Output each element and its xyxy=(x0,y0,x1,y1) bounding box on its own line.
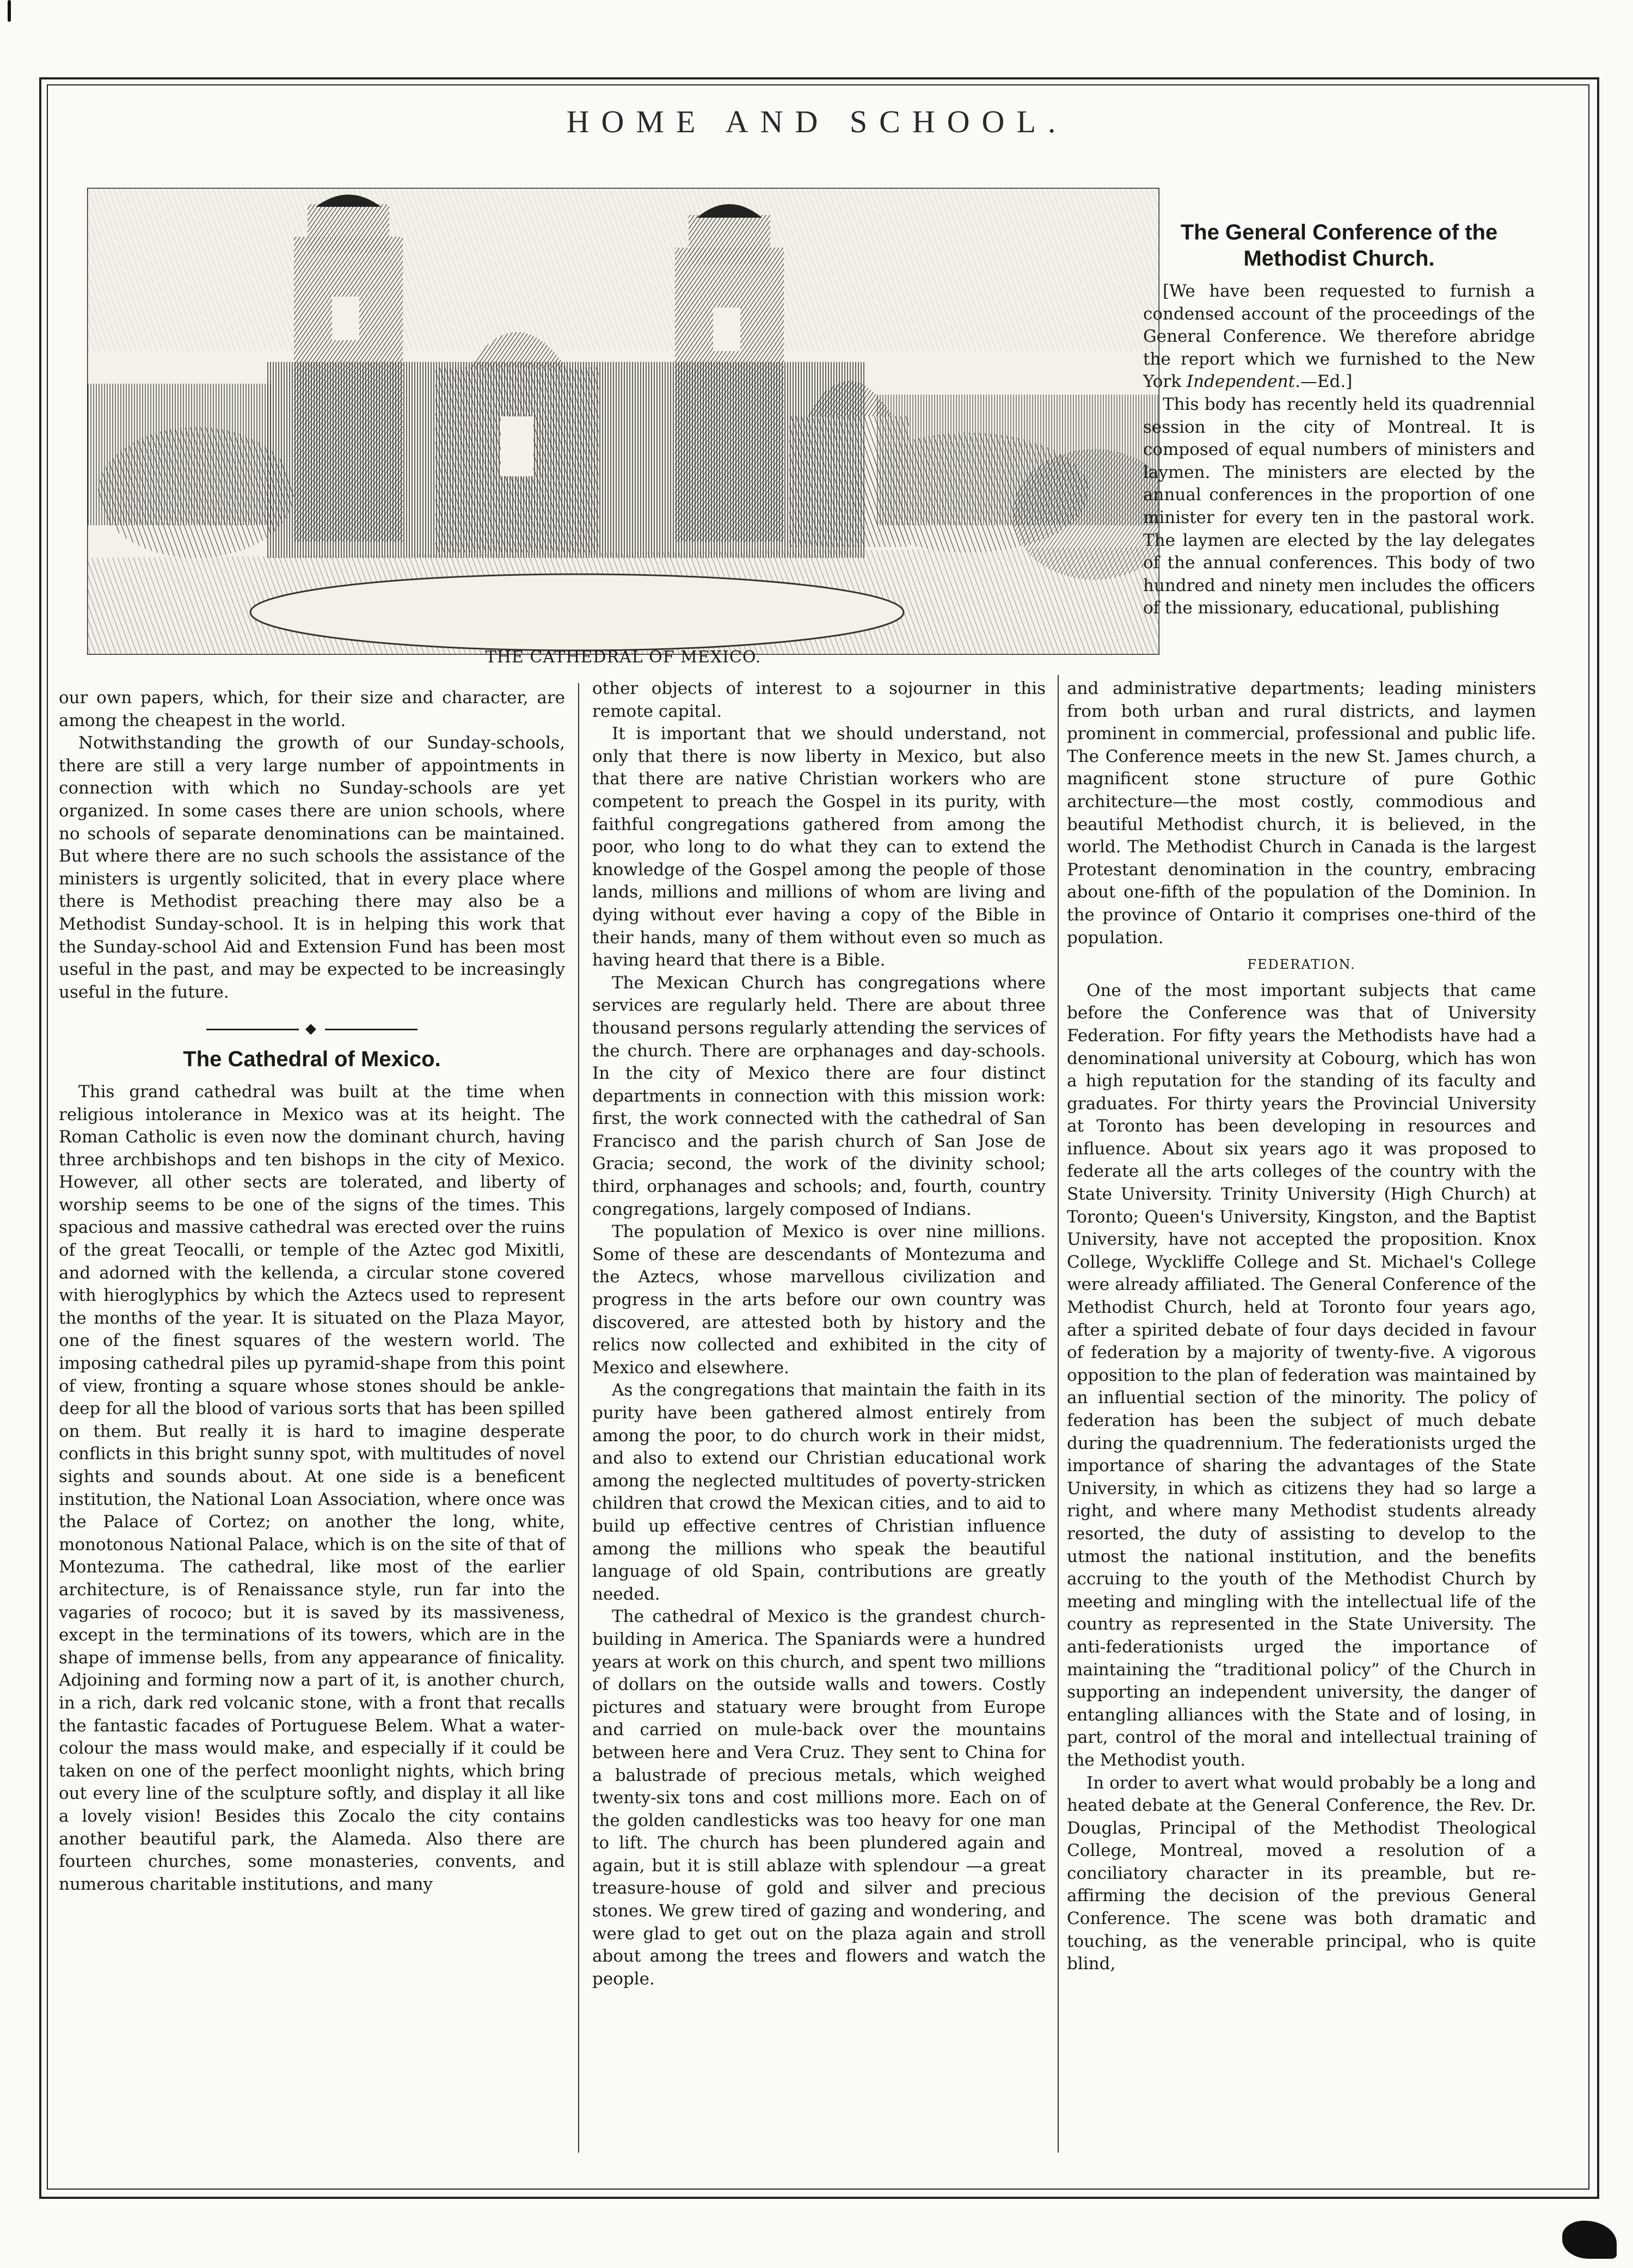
figure-caption: THE CATHEDRAL OF MEXICO. xyxy=(485,648,762,667)
col3-p3: In order to avert what would probably be a long and heated debate at the General Conference, the Rev. Dr. Douglas, Principal of the Methodist Theological College, Montreal, moved a resolution of a conciliatory character in its preamble, but re-affirming the decision of the previous General Conference. The scene was both dramatic and touching, as the venerable principal, who is quite blind, xyxy=(1067,1773,1536,1974)
masthead: HOME AND SCHOOL. xyxy=(566,104,1068,139)
editorial-note: [We have been requested to furnish a condensed account of the proceedings of the General Conference. We therefore abridge the report which we furnished to the New York Independent.—Ed.] xyxy=(1143,281,1535,392)
general-conference-heading: The General Conference of the Methodist Church. xyxy=(1180,220,1498,271)
column-2 xyxy=(592,678,1046,1990)
general-conference-p1-continued: and administrative departments; leading ministers from both urban and rural districts, and laymen prominent in commercial, professional and public life. The Conference meets in the new St. James church, a magnificent stone structure of pure Gothic architecture—the most costly, commodious and beautiful Methodist church, it is believed, in the world. The Methodist Church in Canada is the largest Protestant denomination in the country, embracing about one-fifth of the population of the Dominion. In the province of Ontario it comprises one-third of the population. xyxy=(1067,679,1536,948)
column-rule-2 xyxy=(1058,675,1059,2153)
col2-p5: As the congregations that maintain the faith in its purity have been gathered almost entirely from among the poor, to do church work in their midst, and also to extend our Christian educational work among the neglected multitudes of poverty-stricken children that crowd the Mexican cities, and to aid to build up effective centres of Christian influence among the millions who speak the beautiful language of old Spain, contributions are greatly needed. xyxy=(592,1380,1046,1604)
column-rule-1 xyxy=(578,683,579,2153)
col2-p4: The population of Mexico is over nine millions. Some of these are descendants of Montezuma and the Aztecs, whose marvellous civilization and progress in the arts before our own country was discovered, are attested both by history and the relics now collected and exhibited in the city of Mexico and elsewhere. xyxy=(592,1222,1046,1378)
column-3 xyxy=(1067,678,1536,1976)
print-speck-corner xyxy=(1562,2221,1617,2259)
column-1 xyxy=(59,687,565,1896)
col2-p1: other objects of interest to a sojourner in this remote capital. xyxy=(592,679,1046,721)
col1-p2: Notwithstanding the growth of our Sunday-schools, there are still a very large number of appointments in connection with which no Sunday-schools are yet organized. In some cases there are union schools, where no schools of separate denominations can be maintained. But where there are no such schools the assistance of the ministers is urgently solicited, that in every place where there is Methodist preaching there may also be a Methodist Sunday-school. It is in helping this work that the Sunday-school Aid and Extension Fund has been most useful in the past, and may be expected to be increasingly useful in the future. xyxy=(59,733,565,1002)
cathedral-illustration xyxy=(87,188,1159,655)
col2-p2: It is important that we should understand, not only that there is now liberty in Mexico, but also that there are native Christian workers who are competent to preach the Gospel in its purity, with faithful congregations gathered from among the poor, who long to do what they can to extend the knowledge of the Gospel among the people of those lands, millions and millions of whom are living and dying without ever having a copy of the Bible in their hands, many of them without even so much as having heard that there is a Bible. xyxy=(592,724,1046,970)
general-conference-p1: This body has recently held its quadrennial session in the city of Montreal. It is composed of equal numbers of ministers and laymen. The ministers are elected by the annual conferences in the proportion of one minister for every ten in the pastoral work. The laymen are elected by the lay delegates of the annual conferences. This body of two hundred and ninety men includes the officers of the missionary, educational, publishing xyxy=(1143,394,1535,618)
col1-p1: our own papers, which, for their size and character, are among the cheapest in the world. xyxy=(59,688,565,730)
print-speck xyxy=(8,0,11,22)
article-general-conference-top xyxy=(1143,214,1535,620)
col1-p3: This grand cathedral was built at the time when religious intolerance in Mexico was at its height. The Roman Catholic is even now the dominant church, having three archbishops and ten bishops in the city of Mexico. However, all other sects are tolerated, and liberty of worship seems to be one of the signs of the times. This spacious and massive cathedral was erected over the ruins of the great Teocalli, or temple of the Aztec god Mixitli, and adorned with the kellenda, a circular stone covered with hieroglyphics by which the Aztecs used to represent the months of the year. It is situated on the Plaza Mayor, one of the finest squares of the western world. The imposing cathedral piles up pyramid-shape from this point of view, fronting a square whose stones should be ankle-deep for all the blood of various sorts that has been spilled on them. But really it is hard to imagine desperate conflicts in this bright sunny spot, with multitudes of novel sights and sounds about. At one side is a beneficent institution, the National Loan Association, where once was the Palace of Cortez; on another the long, white, monotonous National Palace, which is on the site of that of Montezuma. The cathedral, like most of the earlier architecture, is of Renaissance style, run far into the vagaries of rococo; but it is saved by its massiveness, except in the terminations of its towers, which are in the shape of immense bells, from any appearance of finicality. Adjoining and forming now a part of it, is another church, in a rich, dark red volcanic stone, with a front that recalls the fantastic facades of Portuguese Belem. What a water-colour the mass would make, and especially if it could be taken on one of the perfect moonlight nights, which bring out every line of the sculpture softly, and display it all like a lovely vision! Besides this Zocalo the city contains another beautiful park, the Alameda. Also there are fourteen churches, some monasteries, convents, and numerous charitable institutions, and many xyxy=(59,1081,565,1894)
federation-subhead: FEDERATION. xyxy=(1247,957,1356,973)
col2-p6: The cathedral of Mexico is the grandest church-building in America. The Spaniards were a hundred years at work on this church, and spent two millions of dollars on the outside walls and towers. Costly pictures and statuary were brought from Europe and carried on mule-back over the mountains between here and Vera Cruz. They sent to China for a balustrade of precious metals, which weighed twenty-six tons and cost millions more. Each on of the golden candlesticks was too heavy for one man to lift. The church has been plundered again and again, but it is still ablaze with splendour —a great treasure-house of gold and silver and precious stones. We grew tired of gazing and wondering, and were glad to get out on the plaza again and stroll about among the trees and flowers and watch the people. xyxy=(592,1607,1046,1989)
col3-p2: One of the most important subjects that came before the Conference was that of University Federation. For fifty years the Methodists have had a denominational university at Cobourg, which has won a high reputation for the standing of its faculty and graduates. For thirty years the Provincial University at Toronto has been developing in resources and influence. About six years ago it was proposed to federate all the arts colleges of the country with the State University. Trinity University (High Church) at Toronto; Queen's University, Kingston, and the Baptist University, have not accepted the proposition. Knox College, Wyckliffe College and St. Michael's College were already affiliated. The General Conference of the Methodist Church, held at Toronto four years ago, after a spirited debate of four days decided in favour of federation by a majority of twenty-five. A vigorous opposition to the plan of federation was maintained by an influential section of the minority. The policy of federation has been the subject of much debate during the quadrennium. The federationists urged the importance of sharing the advantages of the State University, in which as citizens they had so large a right, and where many Methodist students already resorted, the duty of assisting to develop to the utmost the national institution, and the benefits accruing to the youth of the Methodist Church by meeting and mingling with the intellectual life of the country as represented in the State University. The anti-federationists urged the importance of maintaining the “traditional policy” of the Church in supporting an independent university, the danger of entangling alliances with the State and of losing, in part, control of the moral and intellectual training of the Methodist youth. xyxy=(1067,980,1536,1770)
section-ornament: ◆ xyxy=(59,1018,565,1041)
cathedral-heading: The Cathedral of Mexico. xyxy=(183,1047,441,1071)
col2-p3: The Mexican Church has congregations where services are regularly held. There are about three thousand persons regularly attending the services of the church. There are orphanages and day-schools. In the city of Mexico there are four distinct departments in connection with this mission work: first, the work connected with the cathedral of San Francisco and the parish church of San Jose de Gracia; second, the work of the divinity school; third, orphanages and schools; and, fourth, country congregations, largely composed of Indians. xyxy=(592,973,1046,1219)
